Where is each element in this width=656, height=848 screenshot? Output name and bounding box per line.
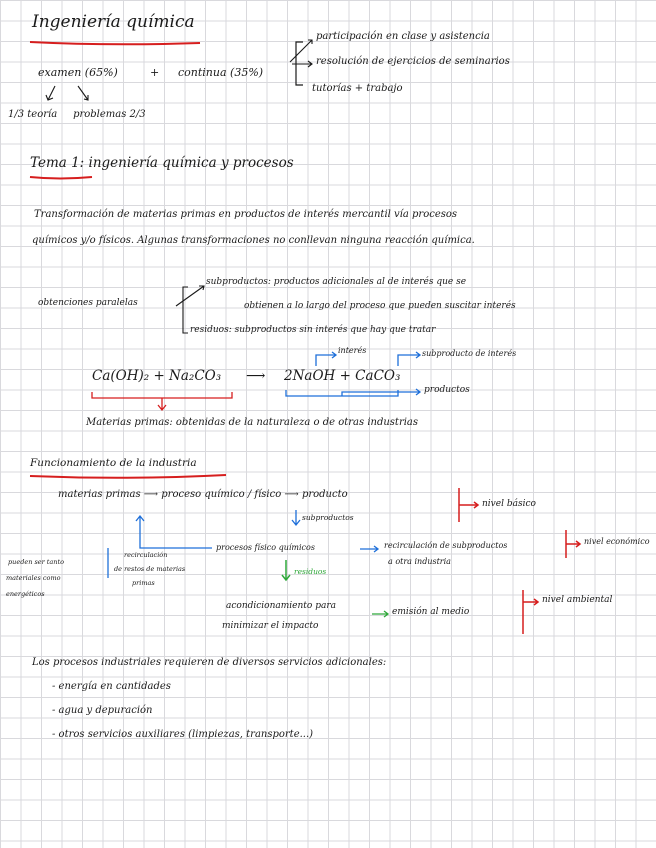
recirculation-subproducts-line: a otra industria <box>388 557 451 566</box>
residues-label: residuos <box>294 567 327 576</box>
byproducts-line: subproductos: productos adicionales al de interés que se <box>206 277 467 287</box>
raw-materials-line: Materias primas: obtenidas de la naturaleza o de otras industrias <box>86 417 419 428</box>
basic-level-marker <box>459 488 478 522</box>
services-intro: Los procesos industriales requieren de diversos servicios adicionales: <box>32 657 387 668</box>
industry-underline <box>30 475 226 478</box>
industry-main-line: materias primas ⟶ proceso químico / físico ⟶ producto <box>58 489 348 500</box>
continuous-item: resolución de ejercicios de seminarios <box>316 56 510 67</box>
side-note-line: energéticos <box>6 590 45 598</box>
recirculation-line: primas <box>132 579 155 587</box>
paragraph-line: químicos y/o físicos. Algunas transformaciones no conllevan ninguna reacción química. <box>32 235 475 246</box>
level-basic: nivel básico <box>482 499 536 509</box>
topic-underline <box>30 177 92 179</box>
services-item: - otros servicios auxiliares (limpiezas, transporte...) <box>52 729 314 740</box>
plus-sign: + <box>150 66 160 79</box>
subproducts-label: subproductos <box>302 513 354 522</box>
subproducts-arrow <box>292 510 300 525</box>
interest-label: interés <box>338 346 367 355</box>
products-label: productos <box>424 385 470 395</box>
exam-arrow-right <box>78 86 88 100</box>
conditioning-line: acondicionamiento para <box>226 601 336 611</box>
recirculation-subproducts-line: recirculación de subproductos <box>384 541 508 550</box>
continuous-item: tutorías + trabajo <box>312 83 403 94</box>
waste-line: residuos: subproductos sin interés que hay que tratar <box>190 325 436 335</box>
reactants-bracket <box>92 392 232 398</box>
continuous-item: participación en clase y asistencia <box>316 31 490 42</box>
interest-arrow <box>316 352 336 366</box>
parallel-label: obtenciones paralelas <box>38 298 138 308</box>
byproducts-line: obtienen a lo largo del proceso que pueden suscitar interés <box>244 301 516 311</box>
residues-arrow <box>282 560 290 580</box>
continuous-arrow-1 <box>290 40 312 62</box>
level-economic: nivel económico <box>584 537 650 546</box>
side-note-line: pueden ser tanto <box>8 558 65 566</box>
topic-heading: Tema 1: ingeniería química y procesos <box>30 155 294 171</box>
industry-heading: Funcionamiento de la industria <box>30 457 197 469</box>
side-note-line: materiales como <box>6 574 61 582</box>
subproduct-arrow <box>398 352 420 366</box>
recirculation-line: de restos de materias <box>114 565 186 573</box>
exam-weight: examen (65%) <box>38 66 118 79</box>
reaction-reactants: Ca(OH)₂ + Na₂CO₃ <box>92 368 222 384</box>
parallel-arrow <box>176 286 204 306</box>
emission-arrow <box>372 611 388 617</box>
reaction-products: 2NaOH + CaCO₃ <box>284 368 401 384</box>
to-recirculation-arrow <box>360 546 378 552</box>
paragraph-line: Transformación de materias primas en productos de interés mercantil vía procesos <box>34 209 458 220</box>
continuous-arrow-2 <box>292 61 312 67</box>
products-arrow <box>342 389 420 396</box>
services-item: - energía en cantidades <box>52 681 171 692</box>
recirculation-line: recirculación <box>124 551 168 559</box>
exam-parts: 1/3 teoría problemas 2/3 <box>8 109 146 120</box>
recirculation-loop <box>136 516 212 548</box>
title-underline <box>30 42 200 44</box>
environmental-level-marker <box>523 590 538 634</box>
reactants-arrow <box>158 398 166 410</box>
economic-level-marker <box>566 530 580 558</box>
emission-label: emisión al medio <box>392 607 470 617</box>
parallel-brace <box>183 287 188 333</box>
subproduct-label: subproducto de interés <box>422 349 517 358</box>
services-item: - agua y depuración <box>52 705 153 716</box>
exam-arrow-left <box>46 86 55 100</box>
reaction-arrow: ⟶ <box>246 368 266 384</box>
conditioning-line: minimizar el impacto <box>222 621 319 631</box>
level-environmental: nivel ambiental <box>542 595 613 605</box>
physical-chemical-processes: procesos físico químicos <box>216 543 315 552</box>
page-title: Ingeniería química <box>32 12 195 32</box>
continuous-weight: continua (35%) <box>178 66 264 79</box>
